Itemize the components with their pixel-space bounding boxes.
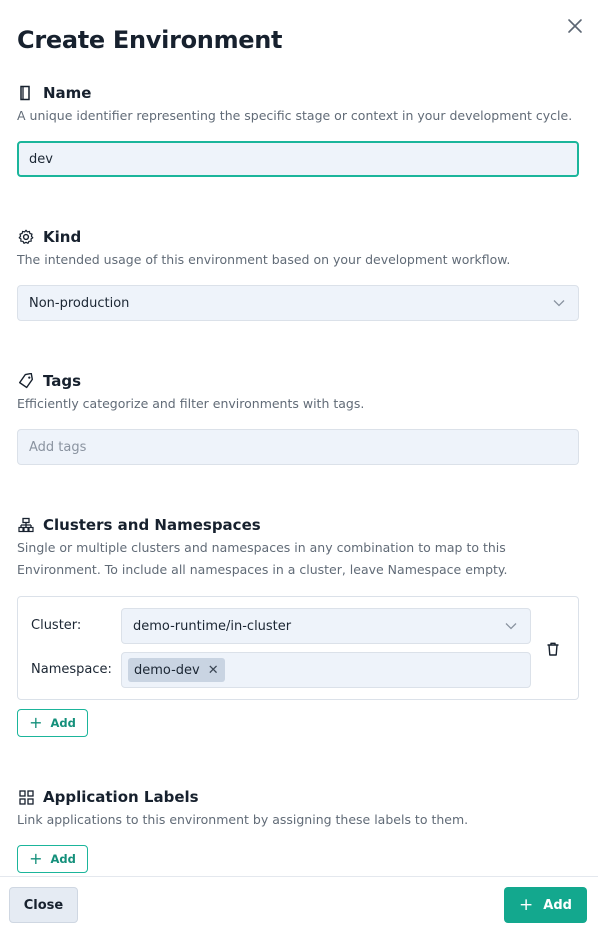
plus-icon: + [519, 894, 534, 915]
kind-selected-value: Non-production [29, 295, 130, 311]
kind-label: Kind [43, 228, 82, 246]
labels-description: Link applications to this environment by assigning these labels to them. [17, 812, 469, 827]
plus-icon: + [29, 713, 43, 732]
add-cluster-label: Add [50, 716, 76, 730]
tags-input[interactable]: Add tags [17, 429, 579, 465]
tag-icon [17, 372, 35, 390]
labels-label: Application Labels [43, 788, 199, 806]
add-label-text: Add [50, 852, 76, 866]
clusters-description-line2: Environment. To include all namespaces in a cluster, leave Namespace empty. [17, 562, 508, 577]
add-environment-button[interactable] [504, 887, 587, 923]
grid-icon [17, 788, 35, 806]
namespace-field-label: Namespace: [31, 662, 112, 677]
plus-icon: + [29, 849, 43, 868]
namespace-chip [128, 658, 225, 682]
tags-section-header [17, 372, 81, 390]
name-input[interactable]: dev [17, 141, 579, 177]
document-icon [17, 84, 35, 102]
trash-icon[interactable] [545, 641, 561, 657]
kind-section-header [17, 228, 81, 246]
cluster-select[interactable] [121, 608, 531, 644]
name-description: A unique identifier representing the specific stage or context in your development cycle. [17, 108, 573, 123]
chevron-down-icon [552, 296, 566, 310]
chevron-down-icon [504, 619, 518, 633]
clusters-label: Clusters and Namespaces [43, 516, 261, 534]
kind-select[interactable] [17, 285, 579, 321]
clusters-description-line1: Single or multiple clusters and namespaces in any combination to map to this [17, 540, 506, 555]
name-label: Name [43, 84, 92, 102]
remove-chip-icon[interactable]: ✕ [207, 662, 219, 678]
close-icon[interactable] [566, 17, 584, 35]
dialog-footer [0, 876, 598, 931]
close-button[interactable]: Close [9, 887, 78, 923]
tags-description: Efficiently categorize and filter environments with tags. [17, 396, 365, 411]
add-label-button[interactable] [17, 845, 88, 873]
add-cluster-button[interactable] [17, 709, 88, 737]
clusters-section-header [17, 516, 261, 534]
cluster-selected-value: demo-runtime/in-cluster [133, 618, 292, 634]
dialog-title: Create Environment [17, 26, 283, 54]
tags-label: Tags [43, 372, 82, 390]
namespace-input[interactable] [121, 652, 531, 688]
hierarchy-icon [17, 516, 35, 534]
add-button-label: Add [543, 897, 572, 913]
kind-description: The intended usage of this environment based on your development workflow. [17, 252, 511, 267]
namespace-chip-label: demo-dev [134, 662, 200, 678]
name-section-header [17, 84, 91, 102]
labels-section-header [17, 788, 199, 806]
cluster-field-label: Cluster: [31, 618, 82, 633]
gear-icon [17, 228, 35, 246]
cluster-mapping-row [17, 596, 579, 700]
